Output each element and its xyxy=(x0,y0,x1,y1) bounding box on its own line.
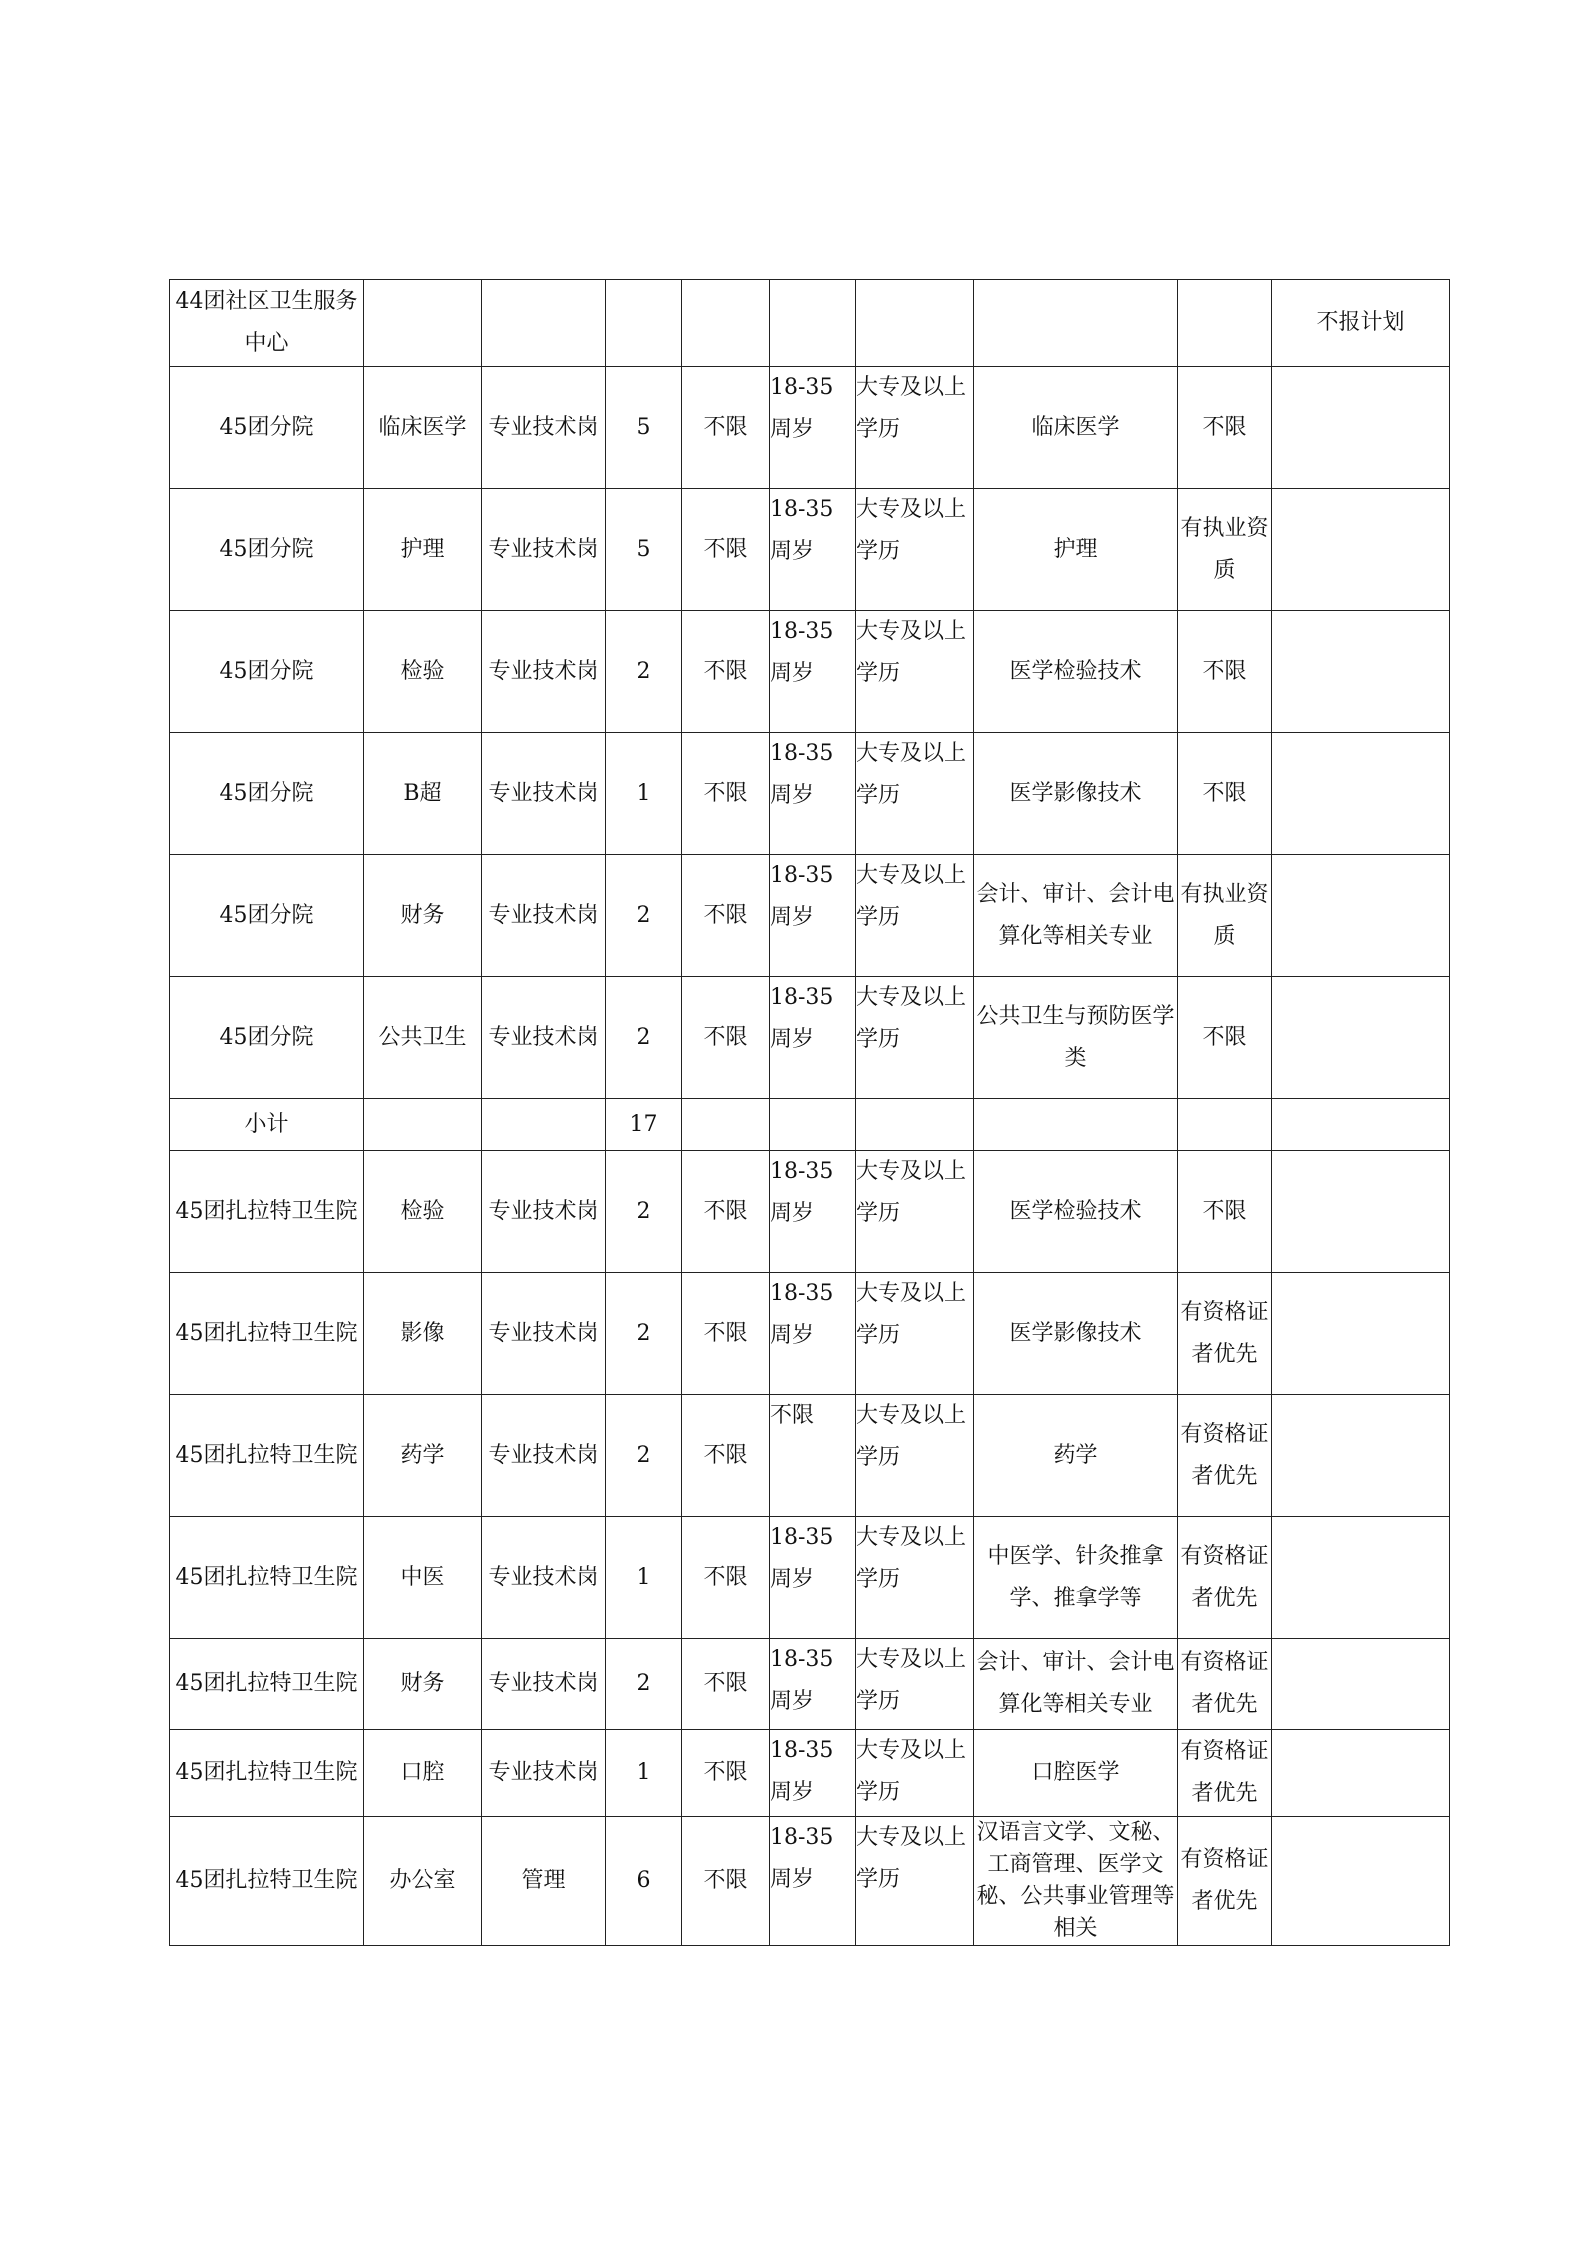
cell-edu: 大专及以上学历 xyxy=(856,367,974,489)
cell-type: 专业技术岗 xyxy=(482,1730,606,1817)
cell-unit: 45团分院 xyxy=(170,855,364,977)
cell-major: 医学影像技术 xyxy=(974,1273,1178,1395)
table-row xyxy=(170,611,1450,733)
cell-remark xyxy=(1272,611,1450,733)
cell-edu: 大专及以上学历 xyxy=(856,1639,974,1730)
cell-other: 有资格证者优先 xyxy=(1178,1517,1272,1639)
cell-other: 不限 xyxy=(1178,733,1272,855)
cell-num: 17 xyxy=(606,1099,682,1151)
cell-major: 会计、审计、会计电算化等相关专业 xyxy=(974,855,1178,977)
cell-major xyxy=(974,280,1178,367)
cell-type: 专业技术岗 xyxy=(482,1273,606,1395)
cell-edu: 大专及以上学历 xyxy=(856,1395,974,1517)
cell-edu: 大专及以上学历 xyxy=(856,1730,974,1817)
cell-type: 专业技术岗 xyxy=(482,1395,606,1517)
cell-num: 1 xyxy=(606,1517,682,1639)
table-row xyxy=(170,1639,1450,1730)
cell-remark xyxy=(1272,1395,1450,1517)
cell-age: 18-35周岁 xyxy=(770,367,856,489)
cell-age: 18-35周岁 xyxy=(770,1273,856,1395)
cell-other: 不限 xyxy=(1178,1151,1272,1273)
cell-post xyxy=(364,1099,482,1151)
cell-other: 有执业资质 xyxy=(1178,855,1272,977)
table-row xyxy=(170,1151,1450,1273)
cell-unit: 45团扎拉特卫生院 xyxy=(170,1151,364,1273)
cell-num: 2 xyxy=(606,855,682,977)
cell-age: 18-35周岁 xyxy=(770,1817,856,1946)
cell-type: 专业技术岗 xyxy=(482,1517,606,1639)
cell-post: 口腔 xyxy=(364,1730,482,1817)
cell-gender: 不限 xyxy=(682,1517,770,1639)
cell-gender: 不限 xyxy=(682,611,770,733)
cell-unit: 45团扎拉特卫生院 xyxy=(170,1730,364,1817)
cell-type: 专业技术岗 xyxy=(482,733,606,855)
cell-type: 专业技术岗 xyxy=(482,489,606,611)
table-row xyxy=(170,1273,1450,1395)
cell-unit: 45团扎拉特卫生院 xyxy=(170,1639,364,1730)
table-row xyxy=(170,489,1450,611)
cell-type xyxy=(482,1099,606,1151)
cell-remark xyxy=(1272,977,1450,1099)
cell-gender xyxy=(682,1099,770,1151)
cell-other: 有资格证者优先 xyxy=(1178,1817,1272,1946)
cell-post: 临床医学 xyxy=(364,367,482,489)
cell-num: 2 xyxy=(606,977,682,1099)
cell-remark xyxy=(1272,367,1450,489)
cell-num xyxy=(606,280,682,367)
table-row xyxy=(170,733,1450,855)
cell-num: 2 xyxy=(606,1639,682,1730)
cell-post: 财务 xyxy=(364,855,482,977)
cell-major: 药学 xyxy=(974,1395,1178,1517)
cell-num: 2 xyxy=(606,1395,682,1517)
cell-edu: 大专及以上学历 xyxy=(856,977,974,1099)
cell-age: 18-35周岁 xyxy=(770,1639,856,1730)
cell-gender: 不限 xyxy=(682,733,770,855)
cell-gender xyxy=(682,280,770,367)
recruitment-table xyxy=(169,279,1450,1946)
cell-type: 专业技术岗 xyxy=(482,367,606,489)
cell-gender: 不限 xyxy=(682,1395,770,1517)
cell-age xyxy=(770,280,856,367)
cell-edu: 大专及以上学历 xyxy=(856,855,974,977)
cell-type: 专业技术岗 xyxy=(482,1151,606,1273)
cell-gender: 不限 xyxy=(682,1817,770,1946)
cell-remark xyxy=(1272,1817,1450,1946)
cell-major: 临床医学 xyxy=(974,367,1178,489)
cell-post: 护理 xyxy=(364,489,482,611)
cell-unit: 45团分院 xyxy=(170,611,364,733)
cell-gender: 不限 xyxy=(682,855,770,977)
cell-unit: 45团分院 xyxy=(170,367,364,489)
cell-unit: 45团扎拉特卫生院 xyxy=(170,1273,364,1395)
cell-major: 医学检验技术 xyxy=(974,611,1178,733)
cell-type xyxy=(482,280,606,367)
cell-remark xyxy=(1272,1730,1450,1817)
cell-major xyxy=(974,1099,1178,1151)
cell-major: 医学检验技术 xyxy=(974,1151,1178,1273)
cell-remark xyxy=(1272,1517,1450,1639)
cell-num: 6 xyxy=(606,1817,682,1946)
cell-major: 汉语言文学、文秘、工商管理、医学文秘、公共事业管理等相关 xyxy=(974,1817,1178,1946)
cell-edu: 大专及以上学历 xyxy=(856,489,974,611)
cell-other xyxy=(1178,1099,1272,1151)
cell-other: 有执业资质 xyxy=(1178,489,1272,611)
cell-age xyxy=(770,1099,856,1151)
cell-gender: 不限 xyxy=(682,1730,770,1817)
cell-edu: 大专及以上学历 xyxy=(856,1151,974,1273)
cell-other: 有资格证者优先 xyxy=(1178,1730,1272,1817)
cell-edu: 大专及以上学历 xyxy=(856,1517,974,1639)
cell-unit: 45团分院 xyxy=(170,733,364,855)
cell-major: 护理 xyxy=(974,489,1178,611)
cell-post: 检验 xyxy=(364,611,482,733)
cell-unit: 小计 xyxy=(170,1099,364,1151)
cell-num: 2 xyxy=(606,1151,682,1273)
cell-other: 有资格证者优先 xyxy=(1178,1395,1272,1517)
cell-other: 不限 xyxy=(1178,367,1272,489)
table-row xyxy=(170,1730,1450,1817)
cell-unit: 45团扎拉特卫生院 xyxy=(170,1395,364,1517)
table-row xyxy=(170,977,1450,1099)
cell-other: 有资格证者优先 xyxy=(1178,1273,1272,1395)
cell-edu: 大专及以上学历 xyxy=(856,1817,974,1946)
table-row xyxy=(170,1817,1450,1946)
cell-post: B超 xyxy=(364,733,482,855)
cell-post xyxy=(364,280,482,367)
cell-edu: 大专及以上学历 xyxy=(856,611,974,733)
cell-unit: 44团社区卫生服务中心 xyxy=(170,280,364,367)
cell-major: 口腔医学 xyxy=(974,1730,1178,1817)
cell-age: 18-35周岁 xyxy=(770,1730,856,1817)
cell-post: 公共卫生 xyxy=(364,977,482,1099)
cell-post: 办公室 xyxy=(364,1817,482,1946)
cell-gender: 不限 xyxy=(682,1273,770,1395)
cell-other: 有资格证者优先 xyxy=(1178,1639,1272,1730)
cell-other xyxy=(1178,280,1272,367)
cell-other: 不限 xyxy=(1178,977,1272,1099)
cell-post: 影像 xyxy=(364,1273,482,1395)
cell-post: 检验 xyxy=(364,1151,482,1273)
table-row xyxy=(170,280,1450,367)
cell-major: 公共卫生与预防医学类 xyxy=(974,977,1178,1099)
cell-gender: 不限 xyxy=(682,489,770,611)
cell-num: 2 xyxy=(606,1273,682,1395)
cell-age: 18-35周岁 xyxy=(770,1517,856,1639)
cell-age: 18-35周岁 xyxy=(770,733,856,855)
cell-edu xyxy=(856,1099,974,1151)
cell-other: 不限 xyxy=(1178,611,1272,733)
cell-edu: 大专及以上学历 xyxy=(856,1273,974,1395)
cell-age: 18-35周岁 xyxy=(770,855,856,977)
cell-unit: 45团扎拉特卫生院 xyxy=(170,1517,364,1639)
cell-remark xyxy=(1272,1639,1450,1730)
cell-major: 医学影像技术 xyxy=(974,733,1178,855)
cell-remark xyxy=(1272,1151,1450,1273)
cell-post: 药学 xyxy=(364,1395,482,1517)
cell-edu: 大专及以上学历 xyxy=(856,733,974,855)
cell-type: 专业技术岗 xyxy=(482,1639,606,1730)
table-row xyxy=(170,1395,1450,1517)
cell-num: 5 xyxy=(606,367,682,489)
cell-num: 1 xyxy=(606,1730,682,1817)
cell-remark xyxy=(1272,489,1450,611)
cell-gender: 不限 xyxy=(682,1151,770,1273)
cell-major: 中医学、针灸推拿学、推拿学等 xyxy=(974,1517,1178,1639)
table-row xyxy=(170,1517,1450,1639)
table-row xyxy=(170,367,1450,489)
cell-remark xyxy=(1272,1273,1450,1395)
cell-major: 会计、审计、会计电算化等相关专业 xyxy=(974,1639,1178,1730)
cell-post: 财务 xyxy=(364,1639,482,1730)
table-body xyxy=(170,280,1450,1946)
cell-remark xyxy=(1272,1099,1450,1151)
cell-age: 18-35周岁 xyxy=(770,1151,856,1273)
cell-gender: 不限 xyxy=(682,1639,770,1730)
cell-age: 不限 xyxy=(770,1395,856,1517)
cell-age: 18-35周岁 xyxy=(770,611,856,733)
table-row xyxy=(170,1099,1450,1151)
cell-type: 专业技术岗 xyxy=(482,977,606,1099)
cell-age: 18-35周岁 xyxy=(770,977,856,1099)
cell-age: 18-35周岁 xyxy=(770,489,856,611)
cell-unit: 45团分院 xyxy=(170,977,364,1099)
cell-gender: 不限 xyxy=(682,367,770,489)
cell-remark xyxy=(1272,855,1450,977)
cell-num: 2 xyxy=(606,611,682,733)
cell-type: 专业技术岗 xyxy=(482,611,606,733)
cell-type: 管理 xyxy=(482,1817,606,1946)
cell-gender: 不限 xyxy=(682,977,770,1099)
cell-unit: 45团扎拉特卫生院 xyxy=(170,1817,364,1946)
table-row xyxy=(170,855,1450,977)
cell-num: 5 xyxy=(606,489,682,611)
cell-remark xyxy=(1272,733,1450,855)
cell-remark: 不报计划 xyxy=(1272,280,1450,367)
cell-num: 1 xyxy=(606,733,682,855)
cell-post: 中医 xyxy=(364,1517,482,1639)
cell-type: 专业技术岗 xyxy=(482,855,606,977)
cell-edu xyxy=(856,280,974,367)
cell-unit: 45团分院 xyxy=(170,489,364,611)
